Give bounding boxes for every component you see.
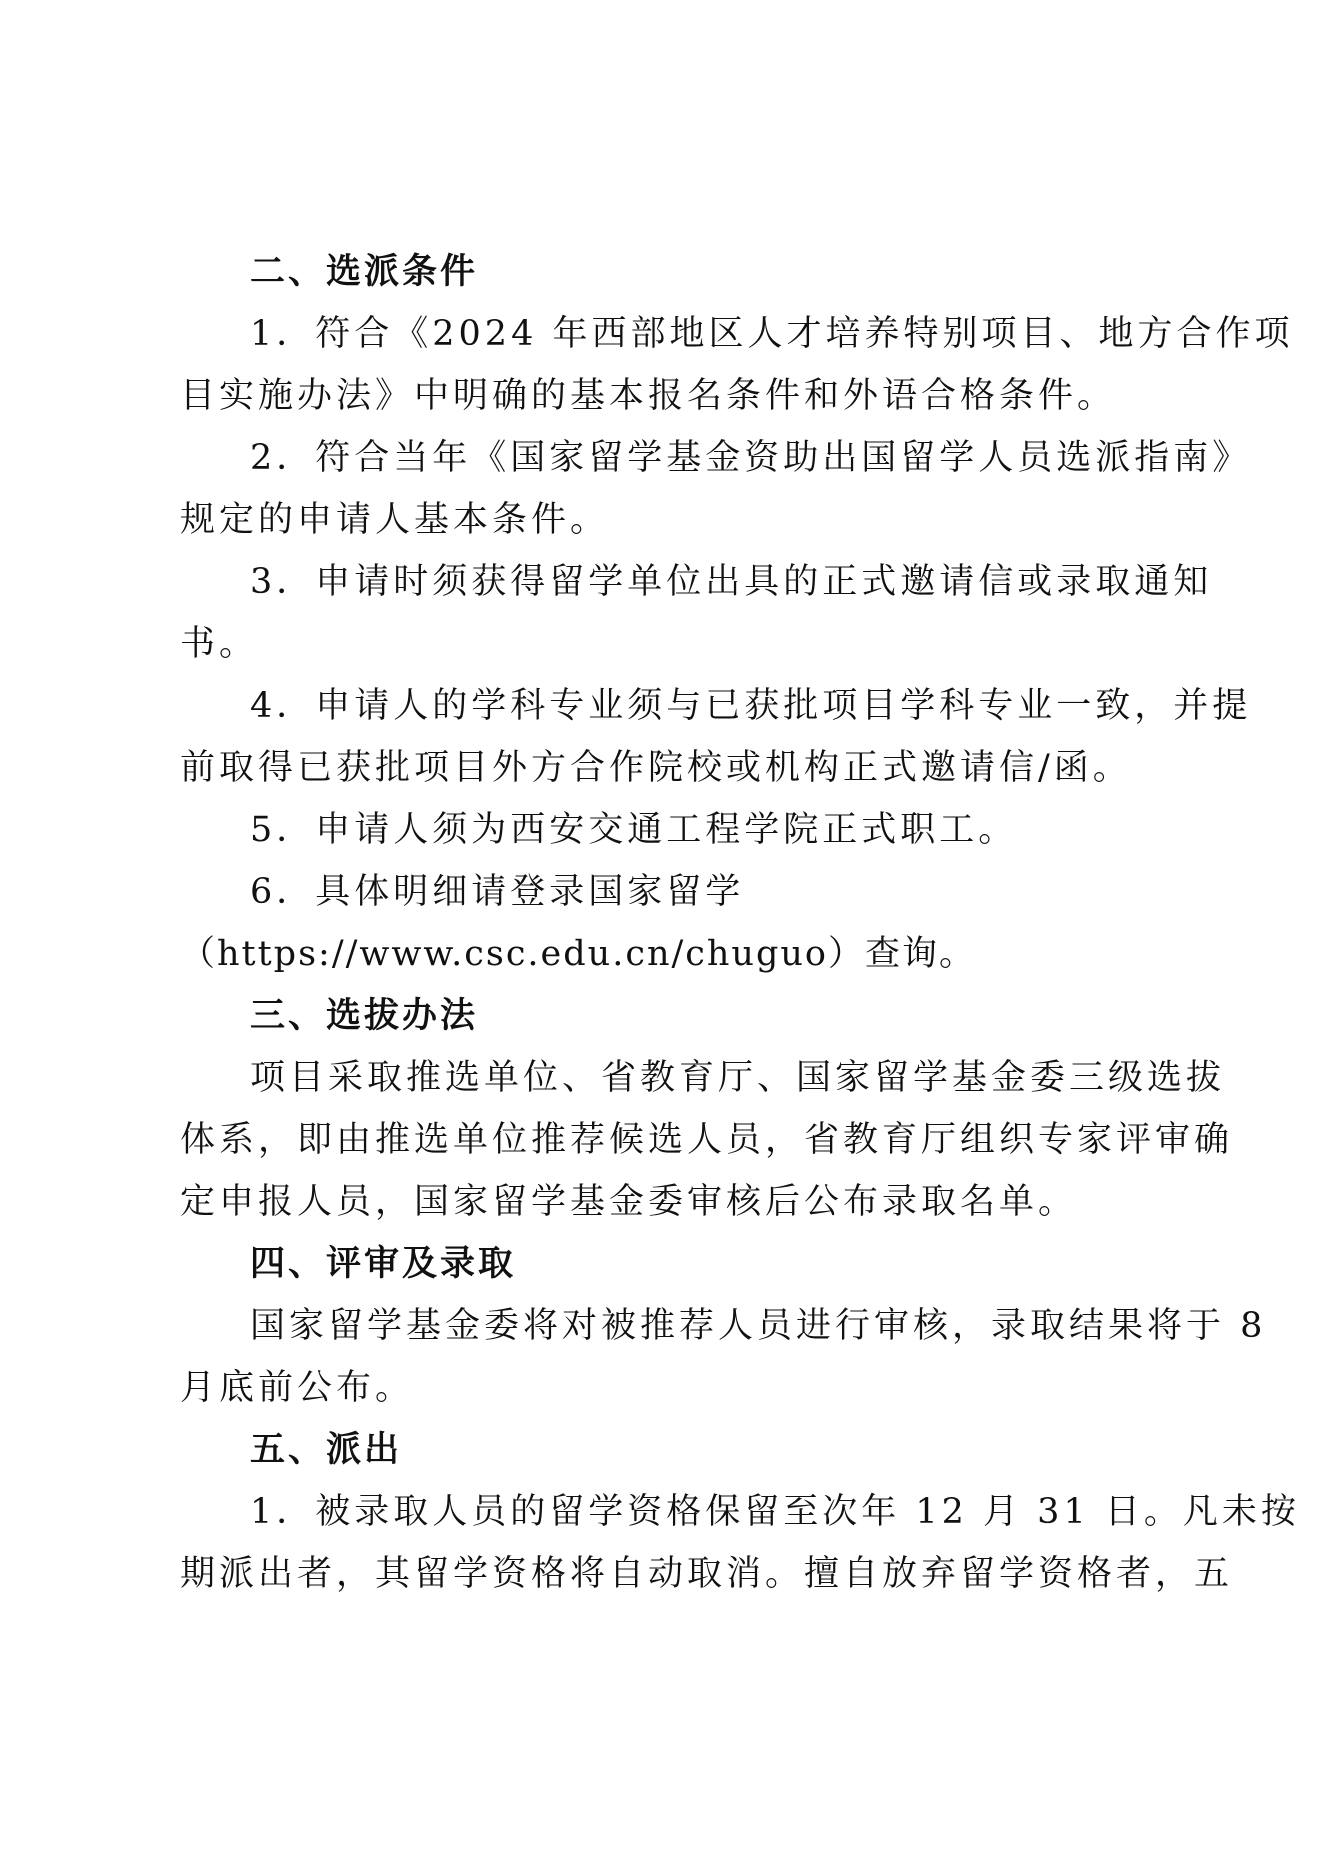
paragraph-line: 体系，即由推选单位推荐候选人员，省教育厅组织专家评审确 (180, 1120, 1234, 1160)
paragraph-line: 前取得已获批项目外方合作院校或机构正式邀请信/函。 (180, 748, 1132, 788)
paragraph-line: 2．符合当年《国家留学基金资助出国留学人员选派指南》 (250, 438, 1252, 478)
paragraph-line: 国家留学基金委将对被推荐人员进行审核，录取结果将于 8 (250, 1306, 1267, 1346)
paragraph-line: 项目采取推选单位、省教育厅、国家留学基金委三级选拔 (250, 1058, 1226, 1098)
heading-selection-conditions: 二、选派条件 (250, 252, 479, 292)
paragraph-line: 6．具体明细请登录国家留学 (250, 872, 745, 912)
paragraph-line: 月底前公布。 (180, 1368, 415, 1408)
paragraph-line: 定申报人员，国家留学基金委审核后公布录取名单。 (180, 1182, 1078, 1222)
paragraph-line: 1．被录取人员的留学资格保留至次年 12 月 31 日。凡未按 (250, 1492, 1300, 1532)
paragraph-line: 4．申请人的学科专业须与已获批项目学科专业一致，并提 (250, 686, 1252, 726)
paragraph-line: 规定的申请人基本条件。 (180, 500, 610, 540)
paragraph-line: 书。 (180, 624, 259, 664)
paragraph-line: 期派出者，其留学资格将自动取消。擅自放弃留学资格者，五 (180, 1554, 1234, 1594)
heading-dispatch: 五、派出 (250, 1430, 403, 1470)
heading-selection-method: 三、选拔办法 (250, 996, 479, 1036)
heading-review-admission: 四、评审及录取 (250, 1244, 517, 1284)
paragraph-line: 目实施办法》中明确的基本报名条件和外语合格条件。 (180, 376, 1117, 416)
paragraph-line: 1．符合《2024 年西部地区人才培养特别项目、地方合作项 (250, 314, 1294, 354)
paragraph-line: 3．申请时须获得留学单位出具的正式邀请信或录取通知 (250, 562, 1213, 602)
csc-url-line: （https://www.csc.edu.cn/chuguo）查询。 (180, 934, 976, 974)
paragraph-line: 5．申请人须为西安交通工程学院正式职工。 (250, 810, 1018, 850)
